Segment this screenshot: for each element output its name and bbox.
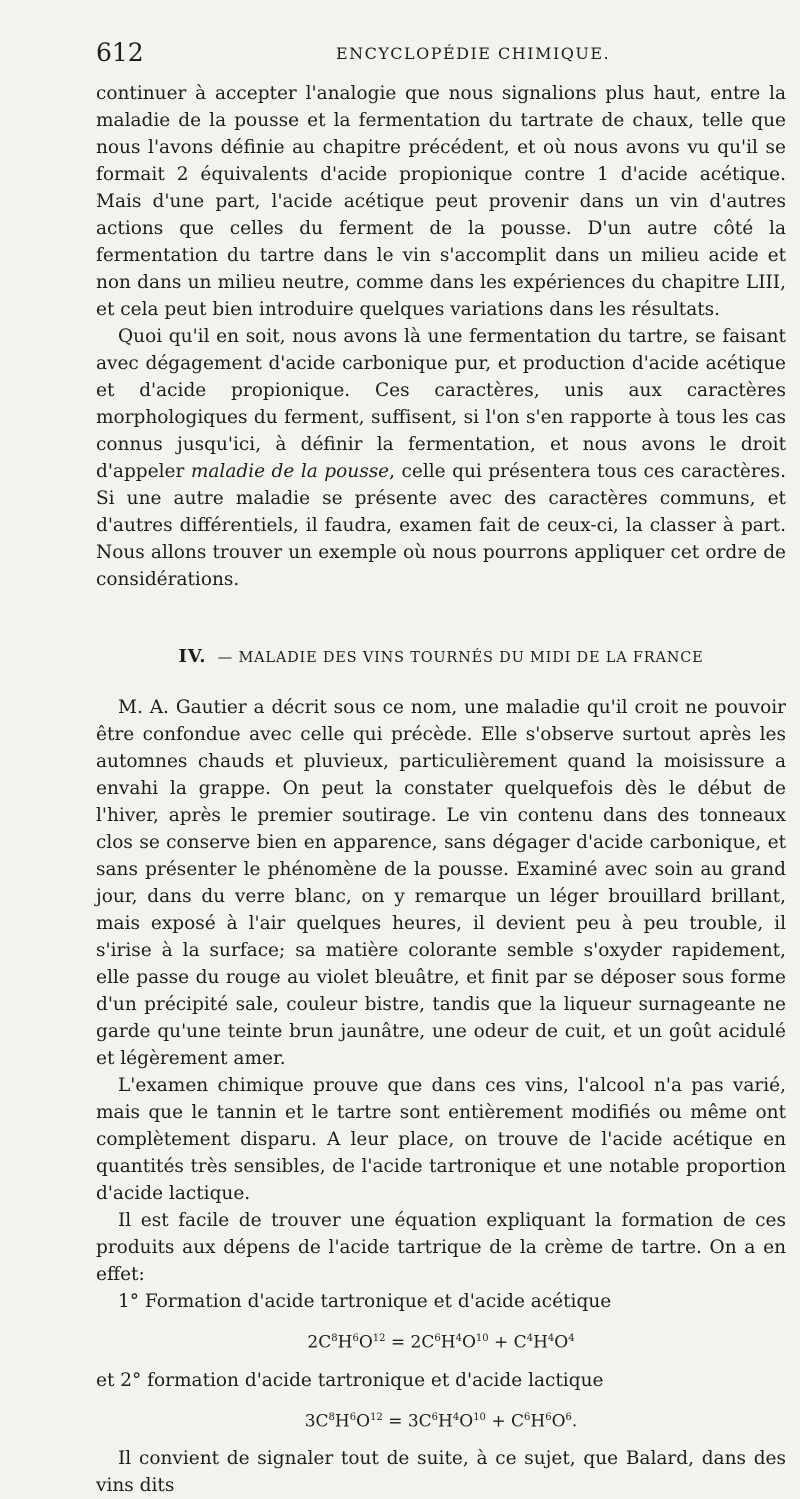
eq-sup: 4 <box>455 1333 462 1344</box>
paragraph: 1° Formation d'acide tartronique et d'acide acétique <box>118 1291 612 1312</box>
eq-term: H <box>337 1332 353 1353</box>
eq-term: H <box>530 1411 546 1432</box>
eq-sup: 4 <box>526 1333 534 1344</box>
eq-term: 3C <box>304 1411 329 1432</box>
eq-term: = 3C <box>382 1411 432 1432</box>
eq-term: O <box>551 1411 566 1432</box>
eq-sup: 6 <box>523 1411 531 1423</box>
equation-1 <box>96 1325 786 1357</box>
section-number: IV. <box>178 646 207 667</box>
eq-term: H <box>533 1332 548 1353</box>
eq-term: O <box>554 1332 569 1353</box>
eq-term: + C <box>485 1411 524 1432</box>
eq-sup: 6 <box>545 1411 552 1423</box>
eq-sup: 6 <box>352 1333 359 1344</box>
running-title: ENCYCLOPÉDIE CHIMIQUE. <box>336 44 611 63</box>
eq-sup: 12 <box>370 1411 383 1423</box>
eq-sup: 4 <box>568 1333 575 1344</box>
equation-2 <box>96 1404 786 1436</box>
paragraph-text: Quoi qu'il en soit, nous avons là une fermentation du tartre, se faisant avec dégagement d'acide carbonique pur, et production d'acide acétique et d'acide propionique. Ces caractères, unis aux caractères morphologiques du ferment, suffisent, si l'on s'en rapporte à tous les cas connus jusqu'ici, à définir la fermentation, et nous avons le droit d'appeler <box>96 326 786 482</box>
section-title: — MALADIE DES VINS TOURNÉS DU MIDI DE LA FRANCE <box>217 650 704 666</box>
eq-sup: 10 <box>475 1333 489 1344</box>
eq-sup: 6 <box>434 1333 441 1344</box>
eq-term: H <box>334 1411 350 1432</box>
eq-sup: 10 <box>473 1411 486 1423</box>
eq-term: H <box>438 1411 453 1432</box>
eq-term: + C <box>488 1332 527 1353</box>
eq-sup: 6 <box>431 1411 439 1423</box>
paragraph: M. A. Gautier a décrit sous ce nom, une maladie qu'il croit ne pouvoir être confondue avec celle qui précède. Elle s'observe surtout après les automnes chauds et pluvieux, particulièrement quand la moisissure a envahi la grappe. On peut la constater quelquefois dès le début de l'hiver, après le premier soutirage. Le vin contenu dans des tonneaux clos se conserve bien en apparence, sans dégager d'acide carbonique, et sans présenter le phénomène de la pousse. Examiné avec soin au grand jour, dans du verre blanc, on y remarque un léger brouillard brillant, mais exposé à l'air quelques heures, il devient peu à peu trouble, il s'irise à la surface; sa matière colorante semble s'oxyder rapidement, elle passe du rouge au violet bleuâtre, et finit par se déposer sous forme d'un précipité sale, couleur bistre, tandis que la liqueur surnageante ne garde qu'une teinte brun jaunâtre, une odeur de cuit, et un goût acidulé et légèrement amer. <box>96 697 786 1069</box>
eq-sup: 8 <box>331 1333 338 1344</box>
eq-sup: 12 <box>372 1333 386 1344</box>
eq-sup: 4 <box>547 1333 555 1344</box>
italic-term: maladie de la pousse <box>190 461 390 482</box>
eq-sup: 6 <box>349 1411 357 1423</box>
paragraph: Il est facile de trouver une équation expliquant la formation de ces produits aux dépens de l'acide tartrique de la crème de tartre. On a en effet: <box>96 1210 786 1285</box>
eq-term: = 2C <box>385 1332 435 1353</box>
page-number: 612 <box>96 38 144 67</box>
paragraph: Il convient de signaler tout de suite, à ce sujet, que Balard, dans des vins dits <box>96 1448 786 1497</box>
paragraph: continuer à accepter l'analogie que nous signalions plus haut, entre la maladie de la pousse et la fermentation du tartrate de chaux, telle que nous l'avons définie au chapitre précédent, et où nous avons vu qu'il se formait 2 équivalents d'acide propionique contre 1 d'acide acétique. Mais d'une part, l'acide acétique peut provenir dans un vin d'autres actions que celles du ferment de la pousse. D'un autre côté la fermentation du tartre dans le vin s'accomplit dans un milieu acide et non dans un milieu neutre, comme dans les expériences du chapitre LIII, et cela peut bien introduire quelques variations dans les résultats. <box>96 83 786 320</box>
eq-sup: 6 <box>565 1411 572 1423</box>
eq-term: H <box>440 1332 456 1353</box>
paragraph <box>96 323 786 593</box>
eq-term: O <box>461 1332 476 1353</box>
eq-term: O <box>459 1411 474 1432</box>
eq-term: 2C <box>307 1332 332 1353</box>
paragraph: L'examen chimique prouve que dans ces vins, l'alcool n'a pas varié, mais que le tannin et le tartre sont entièrement modifiés ou même ont complètement disparu. A leur place, on trouve de l'acide acétique en quantités très sensibles, de l'acide tartronique et une notable proportion d'acide lactique. <box>96 1075 786 1204</box>
body-text <box>96 80 786 1499</box>
eq-term: O <box>356 1411 371 1432</box>
page-header <box>96 38 760 72</box>
section-heading <box>96 643 786 672</box>
eq-sup: 8 <box>328 1411 335 1423</box>
eq-term: O <box>358 1332 373 1353</box>
paragraph-text: , celle qui présentera tous ces caractères. Si une autre maladie se présente avec des caractères communs, et d'autres différentiels, il faudra, examen fait de ceux-ci, la classer à part. Nous allons trouver un exemple où nous pourrons appliquer cet ordre de considérations. <box>96 461 787 590</box>
eq-term: . <box>571 1411 578 1432</box>
paragraph: et 2° formation d'acide tartronique et d'acide lactique <box>96 1369 604 1391</box>
eq-sup: 4 <box>452 1411 460 1423</box>
